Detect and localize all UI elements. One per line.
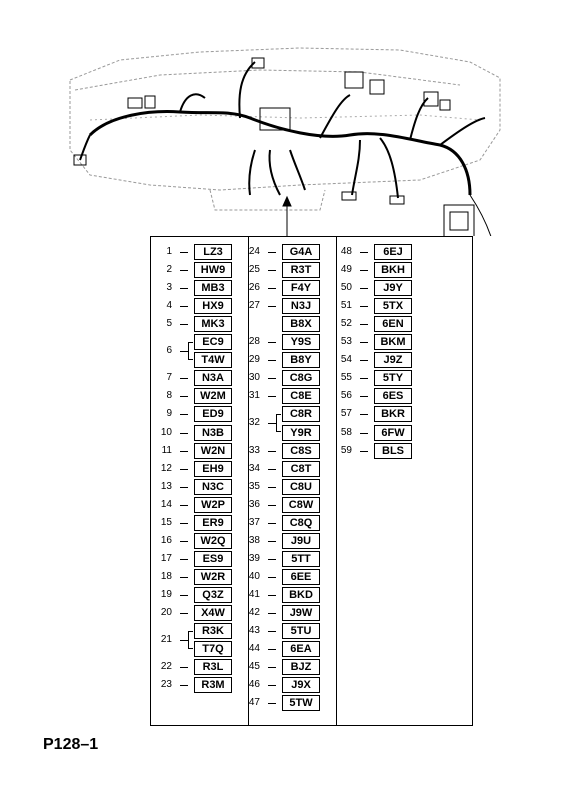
leader-line	[268, 252, 276, 253]
option-code: 6EA	[282, 641, 320, 657]
item-number: 8	[166, 390, 172, 402]
item-number: 16	[160, 534, 172, 546]
leader-line	[180, 523, 188, 524]
item-number: 29	[248, 354, 260, 366]
leader-line	[268, 541, 276, 542]
option-code: BKD	[282, 587, 320, 603]
item-number: 35	[248, 480, 260, 492]
option-code: G4A	[282, 244, 320, 260]
item-number: 42	[248, 607, 260, 618]
item-number: 15	[160, 516, 172, 528]
option-code: B8X	[282, 316, 320, 332]
item-number: 22	[160, 661, 172, 673]
option-code: Y9R	[282, 425, 320, 441]
leader-line	[180, 685, 188, 686]
leader-line	[268, 685, 276, 686]
item-number: 41	[248, 588, 260, 600]
leader-line	[360, 270, 368, 271]
leader-line	[180, 252, 188, 253]
leader-line	[268, 523, 276, 524]
leader-line	[360, 433, 368, 434]
item-number: 25	[248, 264, 260, 276]
option-code: C8E	[282, 388, 320, 404]
leader-line	[180, 469, 188, 470]
leader-line	[360, 324, 368, 325]
leader-line	[268, 505, 276, 506]
option-code: Q3Z	[194, 587, 232, 603]
item-number: 51	[340, 300, 352, 312]
item-number: 44	[248, 643, 260, 655]
leader-line	[268, 342, 276, 343]
item-number: 12	[160, 462, 172, 474]
item-number: 31	[248, 390, 260, 402]
item-number: 53	[340, 336, 352, 348]
item-number: 39	[248, 552, 260, 564]
leader-line	[180, 396, 188, 397]
option-code: W2M	[194, 388, 232, 404]
leader-line	[180, 433, 188, 434]
option-code: C8U	[282, 479, 320, 495]
item-number: 2	[166, 264, 172, 276]
leader-line	[268, 423, 276, 424]
item-number: 5	[166, 318, 172, 330]
item-number: 59	[340, 444, 352, 456]
option-code: LZ3	[194, 244, 232, 260]
leader-line	[268, 595, 276, 596]
option-code: 5TX	[374, 298, 412, 314]
option-code: R3L	[194, 659, 232, 675]
item-number: 21	[160, 634, 172, 646]
item-number: 24	[248, 246, 260, 257]
leader-line	[360, 414, 368, 415]
option-code: 5TW	[282, 695, 320, 711]
leader-line	[180, 577, 188, 578]
dashboard-wiring-harness-illustration	[0, 0, 566, 236]
item-number: 20	[160, 607, 172, 618]
option-code: BKR	[374, 406, 412, 422]
option-code: C8G	[282, 370, 320, 386]
leader-line	[180, 613, 188, 614]
item-number: 7	[166, 372, 172, 384]
leader-line	[360, 360, 368, 361]
item-number: 55	[340, 372, 352, 384]
item-number: 3	[166, 282, 172, 294]
item-number: 9	[166, 408, 172, 420]
option-code: T7Q	[194, 641, 232, 657]
option-code: HW9	[194, 262, 232, 278]
leader-line	[268, 487, 276, 488]
option-code: BJZ	[282, 659, 320, 675]
option-code: 5TU	[282, 623, 320, 639]
option-code: W2R	[194, 569, 232, 585]
pair-bracket	[188, 631, 193, 649]
item-number: 47	[248, 697, 260, 709]
option-code: ES9	[194, 551, 232, 567]
item-number: 45	[248, 661, 260, 673]
option-code: N3J	[282, 298, 320, 314]
option-code: 6EN	[374, 316, 412, 332]
leader-line	[268, 631, 276, 632]
item-number: 54	[340, 354, 352, 366]
option-code: C8R	[282, 406, 320, 422]
item-number: 13	[160, 480, 172, 492]
leader-line	[268, 270, 276, 271]
leader-line	[180, 451, 188, 452]
item-number: 17	[160, 552, 172, 564]
item-number: 58	[340, 426, 352, 438]
leader-line	[268, 469, 276, 470]
item-number: 34	[248, 462, 260, 474]
item-number: 27	[248, 300, 260, 312]
item-number: 49	[340, 264, 352, 276]
option-code: F4Y	[282, 280, 320, 296]
item-number: 40	[248, 570, 260, 582]
leader-line	[360, 342, 368, 343]
option-code: BKH	[374, 262, 412, 278]
leader-line	[180, 306, 188, 307]
leader-line	[268, 559, 276, 560]
option-code: N3B	[194, 425, 232, 441]
option-code: R3K	[194, 623, 232, 639]
option-code: ER9	[194, 515, 232, 531]
option-code: EH9	[194, 461, 232, 477]
item-number: 37	[248, 516, 260, 528]
item-number: 6	[166, 345, 172, 357]
option-code: Y9S	[282, 334, 320, 350]
leader-line	[268, 451, 276, 452]
leader-line	[268, 396, 276, 397]
leader-line	[268, 613, 276, 614]
item-number: 48	[340, 246, 352, 257]
leader-line	[268, 649, 276, 650]
item-number: 32	[248, 417, 260, 429]
item-number: 11	[161, 444, 172, 456]
option-code: J9U	[282, 533, 320, 549]
leader-line	[360, 378, 368, 379]
item-number: 52	[340, 318, 352, 330]
option-code: 6ES	[374, 388, 412, 404]
option-code: J9W	[282, 605, 320, 621]
option-code: EC9	[194, 334, 232, 350]
item-number: 46	[248, 679, 260, 691]
item-number: 26	[248, 282, 260, 294]
leader-line	[180, 378, 188, 379]
option-code: MB3	[194, 280, 232, 296]
leader-line	[180, 351, 188, 352]
leader-line	[268, 703, 276, 704]
leader-line	[268, 577, 276, 578]
option-code: ED9	[194, 406, 232, 422]
item-number: 38	[248, 534, 260, 546]
leader-line	[360, 306, 368, 307]
leader-line	[180, 640, 188, 641]
option-code: 6FW	[374, 425, 412, 441]
leader-line	[180, 324, 188, 325]
leader-line	[360, 451, 368, 452]
pair-bracket	[276, 414, 281, 432]
leader-line	[180, 667, 188, 668]
option-code: 6EE	[282, 569, 320, 585]
leader-line	[180, 595, 188, 596]
option-code: J9X	[282, 677, 320, 693]
option-code: R3M	[194, 677, 232, 693]
leader-line	[268, 360, 276, 361]
item-number: 4	[166, 300, 172, 312]
item-number: 10	[160, 426, 172, 438]
item-number: 33	[248, 444, 260, 456]
option-code: 5TY	[374, 370, 412, 386]
option-code: X4W	[194, 605, 232, 621]
option-code: W2N	[194, 443, 232, 459]
option-code: N3C	[194, 479, 232, 495]
option-code: BLS	[374, 443, 412, 459]
item-number: 19	[160, 588, 172, 600]
item-number: 14	[160, 498, 172, 510]
page-reference: P128–1	[43, 736, 99, 753]
leader-line	[360, 252, 368, 253]
item-number: 56	[340, 390, 352, 402]
leader-line	[180, 288, 188, 289]
leader-line	[180, 541, 188, 542]
leader-line	[360, 288, 368, 289]
leader-line	[268, 306, 276, 307]
item-number: 1	[166, 246, 172, 257]
item-number: 23	[160, 679, 172, 691]
item-number: 43	[248, 625, 260, 637]
leader-line	[180, 505, 188, 506]
option-code: BKM	[374, 334, 412, 350]
option-code: N3A	[194, 370, 232, 386]
pair-bracket	[188, 342, 193, 360]
leader-line	[360, 396, 368, 397]
option-code: MK3	[194, 316, 232, 332]
option-code: T4W	[194, 352, 232, 368]
leader-line	[180, 487, 188, 488]
option-code: R3T	[282, 262, 320, 278]
option-code: C8S	[282, 443, 320, 459]
option-code: W2P	[194, 497, 232, 513]
leader-line	[268, 667, 276, 668]
option-code: W2Q	[194, 533, 232, 549]
leader-line	[268, 288, 276, 289]
item-number: 30	[248, 372, 260, 384]
option-code: J9Y	[374, 280, 412, 296]
item-number: 18	[160, 570, 172, 582]
option-code: C8T	[282, 461, 320, 477]
leader-line	[268, 378, 276, 379]
option-code: 5TT	[282, 551, 320, 567]
option-code: C8W	[282, 497, 320, 513]
item-number: 28	[248, 336, 260, 348]
option-code: 6EJ	[374, 244, 412, 260]
option-code: C8Q	[282, 515, 320, 531]
option-code: J9Z	[374, 352, 412, 368]
leader-line	[180, 559, 188, 560]
item-number: 36	[248, 498, 260, 510]
leader-line	[180, 414, 188, 415]
option-code: B8Y	[282, 352, 320, 368]
item-number: 50	[340, 282, 352, 294]
item-number: 57	[340, 408, 352, 420]
leader-line	[180, 270, 188, 271]
option-code: HX9	[194, 298, 232, 314]
